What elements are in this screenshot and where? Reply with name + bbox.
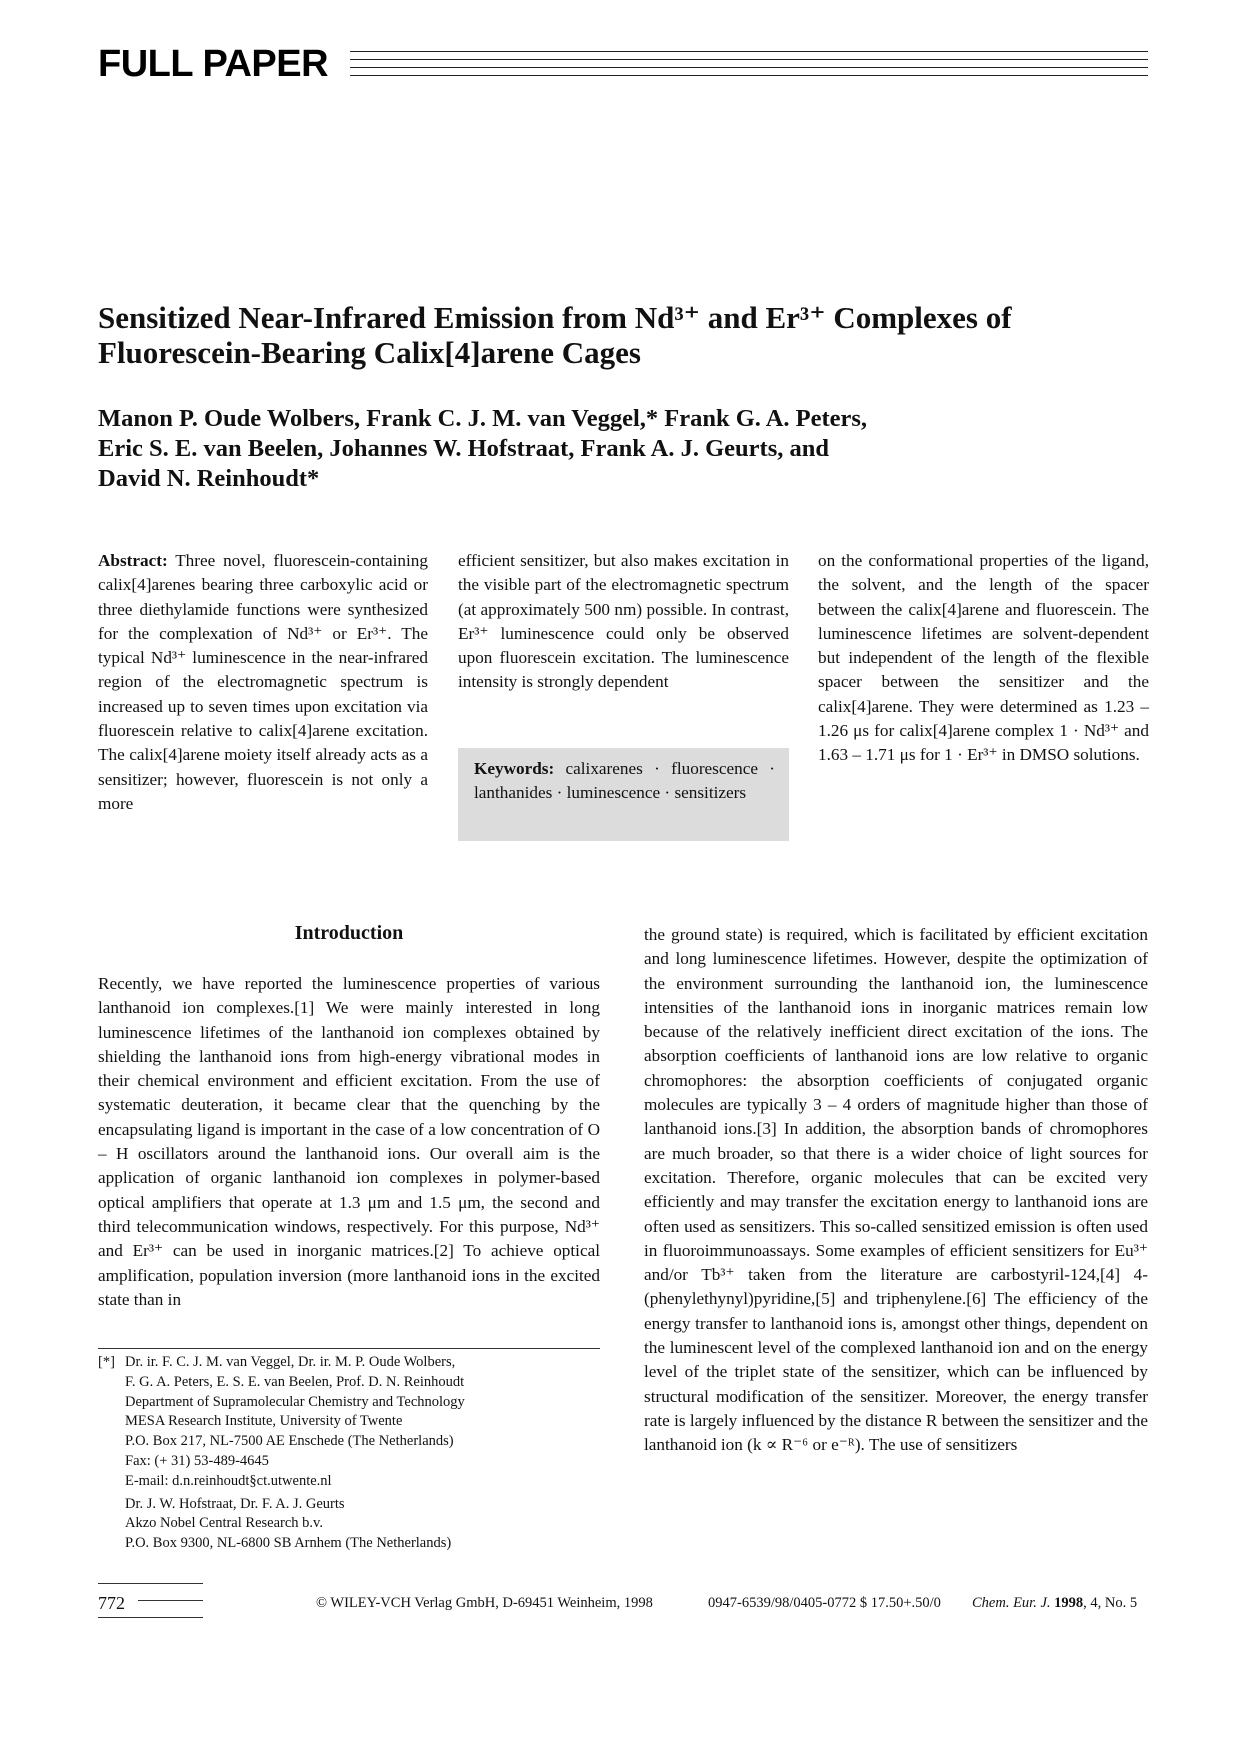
journal-year: 1998 <box>1054 1595 1084 1611</box>
header-rules <box>350 51 1148 81</box>
footnote-email: E-mail: d.n.reinhoudt§ct.utwente.nl <box>125 1472 332 1489</box>
abstract-text-3: on the conformational properties of the ligand, the solvent, and the length of the spacer between the calix[4]arene and fluorescein. The luminescence lifetimes are solvent-dependent but independent of the length of the flexible spacer between the sensitizer and the calix[4]arene. They were determined as 1.23 – 1.26 μs for calix[4]arene complex 1 · Nd³⁺ and 1.63 – 1.71 μs for 1 · Er³⁺ in DMSO solutions. <box>818 551 1149 765</box>
footnote-rule <box>98 1348 600 1349</box>
keywords-box <box>458 748 789 841</box>
issn-line: 0947-6539/98/0405-0772 $ 17.50+.50/0 <box>708 1595 941 1611</box>
introduction-heading: Introduction <box>294 922 404 944</box>
authors-line-2: Eric S. E. van Beelen, Johannes W. Hofstraat, Frank A. J. Geurts, and <box>98 435 829 462</box>
author-affiliations-footnote <box>98 1353 618 1554</box>
abstract-text-1: Three novel, fluorescein-containing calix[4]arenes bearing three carboxylic acid or three diethylamide functions were synthesized for the complexation of Nd³⁺ or Er³⁺. The typical Nd³⁺ luminescence in the near-infrared region of the electromagnetic spectrum is increased up to seven times upon excitation via fluorescein relative to calix[4]arene excitation. The calix[4]arene moiety itself already acts as a sensitizer; however, fluorescein is not only a more <box>98 551 428 813</box>
abstract-label: Abstract: <box>98 551 168 570</box>
title-line-1: Sensitized Near-Infrared Emission from Nd³⁺ and Er³⁺ Complexes of <box>98 300 1012 335</box>
abstract-column-1 <box>98 549 428 816</box>
keywords-label: Keywords: <box>474 759 555 778</box>
journal-citation <box>972 1593 1137 1613</box>
footnote-marker: [*] <box>98 1354 115 1370</box>
footnote-line: Fax: (+ 31) 53-489-4645 <box>125 1452 269 1469</box>
authors-line-1: Manon P. Oude Wolbers, Frank C. J. M. van Veggel,* Frank G. A. Peters, <box>98 405 868 432</box>
introduction-column-right <box>644 923 1148 1458</box>
page-number: 772 <box>98 1593 125 1613</box>
paper-title <box>98 300 1098 370</box>
journal-volume: , 4, No. 5 <box>1083 1595 1138 1611</box>
author-list <box>98 404 998 494</box>
abstract-column-3 <box>818 549 1149 768</box>
authors-line-3: David N. Reinhoudt* <box>98 465 320 492</box>
abstract-column-2 <box>458 549 789 695</box>
copyright-line: © WILEY-VCH Verlag GmbH, D-69451 Weinheim, 1998 <box>316 1595 653 1611</box>
introduction-text-right: the ground state) is required, which is facilitated by efficient excitation and long luminescence lifetimes. However, despite the optimization of the environment surrounding the lanthanoid ion, the luminescence intensities of the lanthanoid ions in inorganic matrices remain low because of the relatively inefficient direct excitation of the ions. The absorption coefficients of lanthanoid ions are low relative to organic chromophores: the absorption coefficients of conjugated organic molecules are typically 3 – 4 orders of magnitude higher than those of lanthanoid ions.[3] In addition, the absorption bands of chromophores are much broader, so that there is a wider choice of light sources for excitation. Therefore, organic molecules that can be excited very efficiently and may transfer the excitation energy to lanthanoid ions are often used as sensitizers. This so-called sensitized emission is often used in fluoroimmunoassays. Some examples of efficient sensitizers for Eu³⁺ and/or Tb³⁺ taken from the literature are carbostyril-124,[4] 4-(phenylethynyl)pyridine,[5] and triphenylene.[6] The efficiency of the energy transfer to lanthanoid ions is, amongst other things, dependent on the luminescent level of the complexed lanthanoid ion and on the energy level of the triplet state of the sensitizer, which can be influenced by structural modification of the sensitizer. Moreover, the energy transfer rate is largely influenced by the distance R between the sensitizer and the lanthanoid ion (k ∝ R⁻⁶ or e⁻ᴿ). The use of sensitizers <box>644 925 1148 1455</box>
page-number-rule-mid <box>138 1600 203 1601</box>
footnote-line: MESA Research Institute, University of Twente <box>125 1413 403 1430</box>
abstract-text-2: efficient sensitizer, but also makes excitation in the visible part of the electromagnetic spectrum (at approximately 500 nm) possible. In contrast, Er³⁺ luminescence could only be observed upon fluorescein excitation. The luminescence intensity is strongly dependent <box>458 551 789 692</box>
introduction-column-left <box>98 972 600 1312</box>
full-paper-label: FULL PAPER <box>98 43 329 85</box>
journal-name: Chem. Eur. J. <box>972 1595 1051 1611</box>
footnote-line: Department of Supramolecular Chemistry and Technology <box>125 1393 465 1410</box>
title-line-2: Fluorescein-Bearing Calix[4]arene Cages <box>98 335 641 370</box>
keywords-text: calixarenes · fluorescence · lanthanides · luminescence · sensitizers <box>474 759 776 803</box>
footnote-line: F. G. A. Peters, E. S. E. van Beelen, Prof. D. N. Reinhoudt <box>125 1373 465 1390</box>
footnote-line: Akzo Nobel Central Research b.v. <box>125 1515 323 1532</box>
footnote-line: Dr. ir. F. C. J. M. van Veggel, Dr. ir. M. P. Oude Wolbers, <box>125 1354 456 1370</box>
footnote-line: Dr. J. W. Hofstraat, Dr. F. A. J. Geurts <box>125 1495 345 1512</box>
introduction-text-left: Recently, we have reported the luminescence properties of various lanthanoid ion complexes.[1] We were mainly interested in long luminescence lifetimes of the lanthanoid ion complexes obtained by shielding the lanthanoid ions from high-energy vibrational modes in their chemical environment and efficient excitation. From the use of systematic deuteration, it became clear that the quenching by the encapsulating ligand is important in the case of a low concentration of O – H oscillators around the lanthanoid ions. Our overall aim is the application of organic lanthanoid ion complexes in polymer-based optical amplifiers that operate at 1.3 μm and 1.5 μm, the second and third telecommunication windows, respectively. For this purpose, Nd³⁺ and Er³⁺ can be used in inorganic matrices.[2] To achieve optical amplification, population inversion (more lanthanoid ions in the excited state than in <box>98 974 600 1309</box>
footnote-line: P.O. Box 9300, NL-6800 SB Arnhem (The Netherlands) <box>125 1535 452 1552</box>
footnote-line: P.O. Box 217, NL-7500 AE Enschede (The Netherlands) <box>125 1433 454 1450</box>
page-number-rule-bottom <box>98 1617 203 1618</box>
page-number-rule-top <box>98 1583 203 1584</box>
